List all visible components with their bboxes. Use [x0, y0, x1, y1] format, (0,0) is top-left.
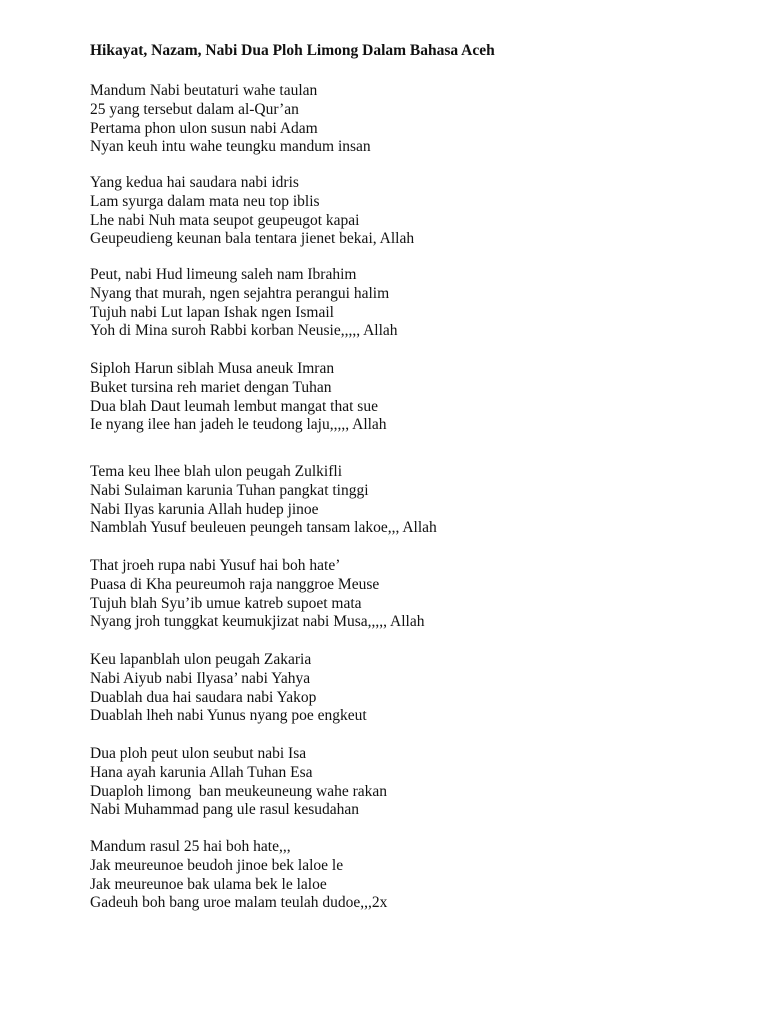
poem-line: 25 yang tersebut dalam al-Qur’an — [90, 100, 299, 118]
poem-line: Peut, nabi Hud limeung saleh nam Ibrahim — [90, 266, 357, 283]
poem-line: Nabi Sulaiman karunia Tuhan pangkat tinggi — [90, 481, 369, 499]
stanza — [90, 557, 424, 632]
poem-line: Tujuh nabi Lut lapan Ishak ngen Ismail — [90, 303, 334, 321]
stanza — [90, 838, 387, 913]
poem-line: Buket tursina reh mariet dengan Tuhan — [90, 378, 332, 396]
stanza — [90, 651, 367, 726]
poem-line: Nyan keuh intu wahe teungku mandum insan — [90, 138, 371, 156]
poem-line: Nabi Aiyub nabi Ilyasa’ nabi Yahya — [90, 669, 311, 687]
poem-line: Mandum rasul 25 hai boh hate,,, — [90, 838, 291, 855]
poem-line: Nabi Muhammad pang ule rasul kesudahan — [90, 801, 360, 819]
stanza — [90, 174, 414, 249]
poem-line: Duablah dua hai saudara nabi Yakop — [90, 688, 317, 706]
poem-line: Jak meureunoe bak ulama bek le laloe — [90, 875, 327, 893]
poem-line: Duablah lheh nabi Yunus nyang poe engkeut — [90, 707, 367, 725]
poem-line: Lhe nabi Nuh mata seupot geupeugot kapai — [90, 211, 360, 229]
stanza — [90, 266, 398, 341]
stanza — [90, 463, 437, 538]
poem-line: Hana ayah karunia Allah Tuhan Esa — [90, 763, 313, 781]
stanza — [90, 82, 371, 157]
document-page — [90, 40, 730, 912]
document-title: Hikayat, Nazam, Nabi Dua Ploh Limong Dalam Bahasa Aceh — [90, 42, 495, 59]
poem-line: Yoh di Mina suroh Rabbi korban Neusie,,,,, Allah — [90, 322, 398, 340]
stanza — [90, 745, 387, 820]
poem-line: Nyang jroh tunggkat keumukjizat nabi Musa,,,,, Allah — [90, 613, 425, 631]
poem-line: Duaploh limong ban meukeuneung wahe rakan — [90, 782, 387, 800]
poem-line: Lam syurga dalam mata neu top iblis — [90, 192, 320, 210]
poem-line: Tujuh blah Syu’ib umue katreb supoet mata — [90, 594, 362, 612]
poem-line: Tema keu lhee blah ulon peugah Zulkifli — [90, 463, 343, 480]
poem-line: Ie nyang ilee han jadeh le teudong laju,,,,, Allah — [90, 416, 387, 434]
poem-line: Nabi Ilyas karunia Allah hudep jinoe — [90, 500, 319, 518]
poem-line: Keu lapanblah ulon peugah Zakaria — [90, 651, 312, 668]
poem-line: Nyang that murah, ngen sejahtra perangui halim — [90, 284, 390, 302]
poem-line: Geupeudieng keunan bala tentara jienet bekai, Allah — [90, 230, 415, 248]
poem-line: Siploh Harun siblah Musa aneuk Imran — [90, 360, 335, 377]
poem-line: Gadeuh boh bang uroe malam teulah dudoe,,,2x — [90, 894, 388, 912]
poem-line: Dua ploh peut ulon seubut nabi Isa — [90, 745, 307, 762]
poem-line: That jroeh rupa nabi Yusuf hai boh hate’ — [90, 557, 341, 574]
poem-line: Pertama phon ulon susun nabi Adam — [90, 119, 318, 137]
poem-line: Jak meureunoe beudoh jinoe bek laloe le — [90, 856, 344, 874]
poem-line: Mandum Nabi beutaturi wahe taulan — [90, 82, 318, 99]
poem-line: Yang kedua hai saudara nabi idris — [90, 174, 299, 191]
poem-line: Namblah Yusuf beuleuen peungeh tansam lakoe,,, Allah — [90, 519, 437, 537]
stanza — [90, 360, 387, 435]
poem-line: Dua blah Daut leumah lembut mangat that sue — [90, 397, 378, 415]
poem-line: Puasa di Kha peureumoh raja nanggroe Meuse — [90, 575, 380, 593]
